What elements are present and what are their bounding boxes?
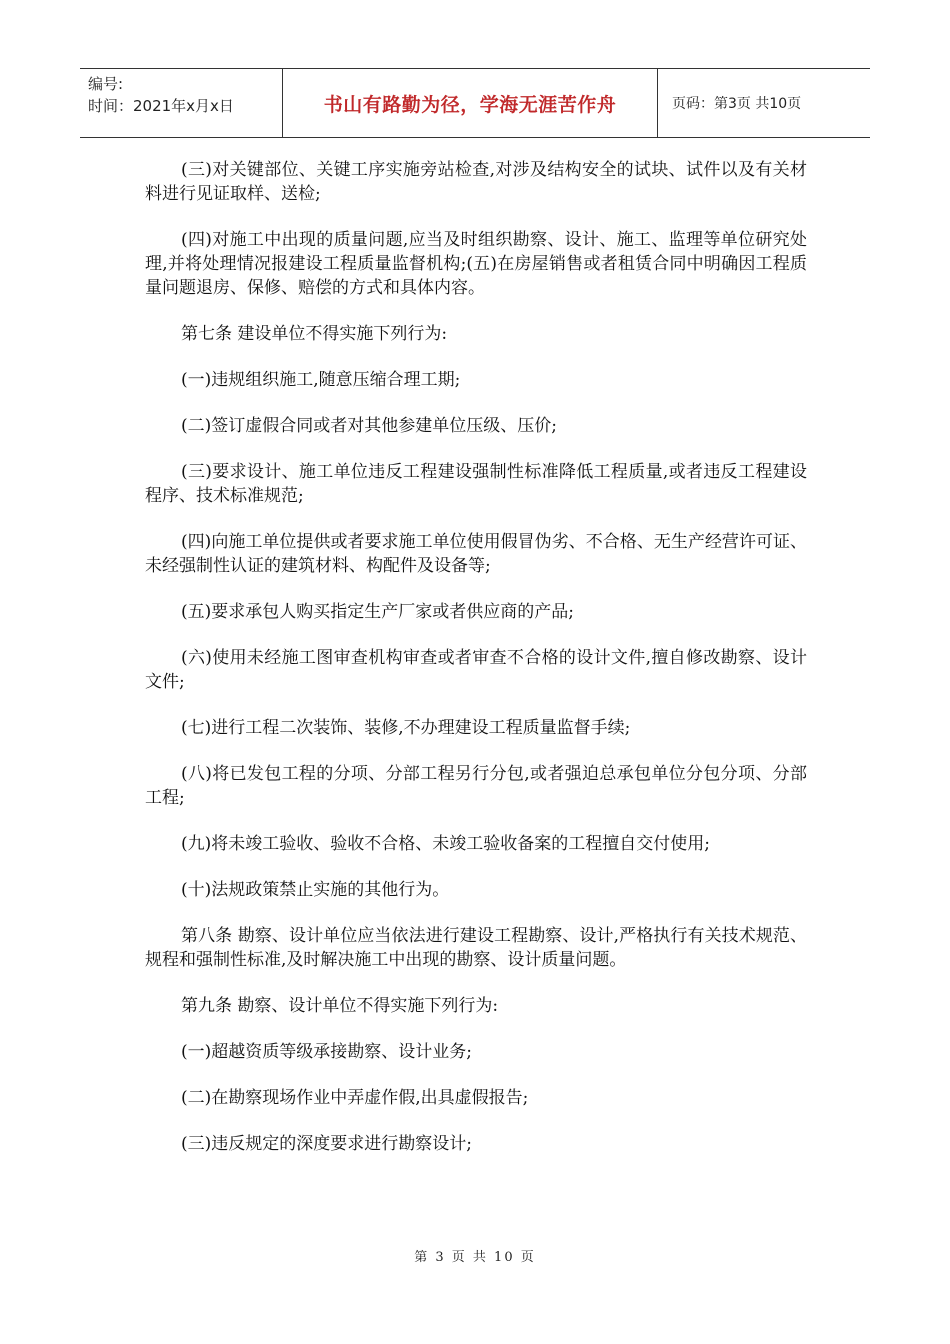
header-meta [80,69,283,137]
paragraph: (四)对施工中出现的质量问题,应当及时组织勘察、设计、施工、监理等单位研究处理,并将处理情况报建设工程质量监督机构;(五)在房屋销售或者租赁合同中明确因工程质量问题退房、保修、赔偿的方式和具体内容。 [145,230,807,298]
document-date: 时间：2021年x月x日 [88,97,234,115]
header-motto: 书山有路勤为径，学海无涯苦作舟 [283,69,658,137]
paragraph: (六)使用未经施工图审查机构审查或者审查不合格的设计文件,擅自修改勘察、设计文件; [145,648,807,692]
paragraph: (三)要求设计、施工单位违反工程建设强制性标准降低工程质量,或者违反工程建设程序、技术标准规范; [145,462,807,506]
paragraph: (一)违规组织施工,随意压缩合理工期; [181,370,461,390]
article-paragraph: 第八条 勘察、设计单位应当依法进行建设工程勘察、设计,严格执行有关技术规范、规程和强制性标准,及时解决施工中出现的勘察、设计质量问题。 [145,926,807,970]
article-heading: 第七条 建设单位不得实施下列行为: [181,324,448,344]
article-heading: 第九条 勘察、设计单位不得实施下列行为: [181,996,499,1016]
paragraph: (二)在勘察现场作业中弄虚作假,出具虚假报告; [181,1088,529,1108]
page-footer: 第 3 页 共 10 页 [414,1250,536,1265]
document-body [145,158,807,1178]
document-number: 编号: [88,75,124,93]
page-header [80,68,870,138]
header-page-info: 页码：第3页 共10页 [672,96,802,112]
paragraph: (十)法规政策禁止实施的其他行为。 [181,880,450,900]
paragraph: (四)向施工单位提供或者要求施工单位使用假冒伪劣、不合格、无生产经营许可证、未经强制性认证的建筑材料、构配件及设备等; [145,532,807,576]
paragraph: (二)签订虚假合同或者对其他参建单位压级、压价; [181,416,557,436]
paragraph: (五)要求承包人购买指定生产厂家或者供应商的产品; [181,602,574,622]
paragraph: (三)对关键部位、关键工序实施旁站检查,对涉及结构安全的试块、试件以及有关材料进行见证取样、送检; [145,160,807,204]
paragraph: (九)将未竣工验收、验收不合格、未竣工验收备案的工程擅自交付使用; [181,834,710,854]
paragraph: (三)违反规定的深度要求进行勘察设计; [181,1134,472,1154]
paragraph: (八)将已发包工程的分项、分部工程另行分包,或者强迫总承包单位分包分项、分部工程; [145,764,807,808]
paragraph: (七)进行工程二次装饰、装修,不办理建设工程质量监督手续; [181,718,631,738]
paragraph: (一)超越资质等级承接勘察、设计业务; [181,1042,472,1062]
